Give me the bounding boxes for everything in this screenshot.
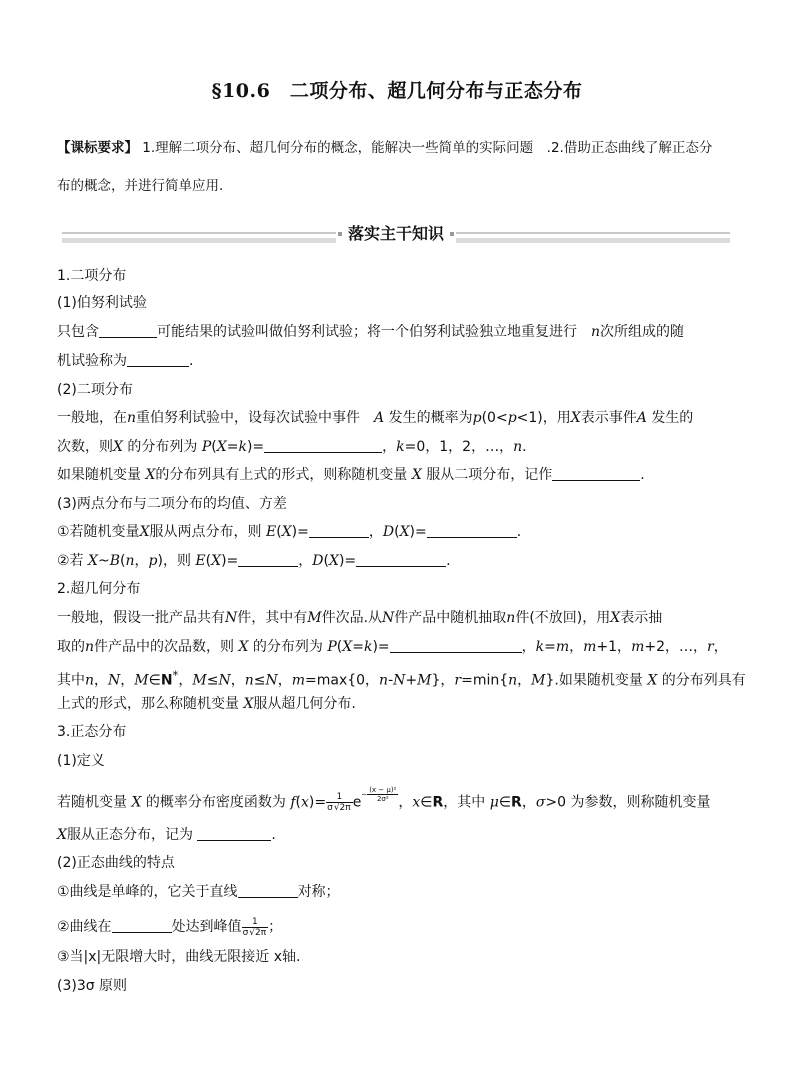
blank [427, 522, 517, 538]
two-point-line: ①若随机变量X服从两点分布，则 E(X)= ，D(X)= . [57, 524, 522, 540]
blank [309, 522, 369, 538]
binomial-line-3: 如果随机变量 X的分布列具有上式的形式，则称随机变量 X 服从二项分布，记作 . [57, 467, 645, 483]
blank [552, 465, 640, 481]
section-banner [62, 222, 730, 246]
binomial-line-2: 次数，则X 的分布列为 P(X=k)= ，k=0，1，2，…，n. [57, 439, 527, 455]
density-coefficient: $\frac{1}{\sigma√2\pi}$ [327, 792, 351, 813]
binomial-line-1: 一般地，在n重伯努利试验中，设每次试验中事件 A 发生的概率为p(0<p<1)，用X表示事件A 发生的 [57, 410, 694, 426]
requirements-line-1 [57, 138, 747, 158]
hyper-line-2: 取的n件产品中的次品数，则 X 的分布列为 P(X=k)= ，k=m，m+1，m+2，…，r， [57, 639, 728, 655]
blank [238, 882, 298, 898]
section-heading-hypergeometric: 2.超几何分布 [57, 581, 141, 597]
page-title: §10.6 二项分布、超几何分布与正态分布 [211, 80, 583, 102]
bernoulli-line-1: 只包含 可能结果的试验叫做伯努利试验；将一个伯努利试验独立地重复进行 n次所组成的随 [57, 324, 685, 340]
bernoulli-line-2: 机试验称为 . [57, 353, 194, 369]
blank [127, 351, 189, 367]
hyper-line-1: 一般地，假设一批产品共有N件，其中有M件次品.从N件产品中随机抽取n件(不放回)，用X表示抽 [57, 610, 663, 626]
requirements-text-1: 1.理解二项分布、超几何分布的概念，能解决一些简单的实际问题 .2.借助正态曲线了解正态分 [138, 140, 713, 156]
normal-definition-line-1: 若随机变量 X 的概率分布密度函数为 f(x)= $\frac{1}{\sigma√2\pi}$ e− $\frac{\text{(x − μ)²}}{\text{2σ²}}$ ，x∈R，其中 μ∈R，σ>0 为参数，则称随机变量 [57, 786, 711, 813]
peak-value: $\frac{1}{\sigma√2\pi}$ [242, 916, 267, 938]
normal-definition-line-2: X服从正态分布，记为 . [57, 827, 276, 843]
section-heading-binomial: 1.二项分布 [57, 268, 127, 284]
blank [197, 825, 271, 841]
blank [99, 322, 157, 338]
section-heading-normal: 3.正态分布 [57, 724, 127, 740]
blank [356, 551, 446, 567]
subheading-mean-variance: (3)两点分布与二项分布的均值、方差 [57, 496, 287, 512]
subheading-curve-features: (2)正态曲线的特点 [57, 855, 175, 871]
hyper-line-4: 上式的形式，那么称随机变量 X服从超几何分布. [57, 696, 356, 712]
subheading-definition: (1)定义 [57, 753, 105, 769]
section-banner-title: 落实主干知识 [336, 221, 456, 244]
requirements-line-2: 布的概念，并进行简单应用. [57, 178, 224, 194]
blank [238, 551, 298, 567]
hyper-line-3: 其中n，N，M∈N*，M≤N，n≤N，m=max{0，n-N+M}，r=min{n，M}.如果随机变量 X 的分布列具有 [57, 668, 746, 689]
curve-feature-2: ②曲线在 处达到峰值 $\frac{1}{\sigma√2\pi}$ ； [57, 916, 283, 938]
blank [264, 437, 382, 453]
subheading-bernoulli: (1)伯努利试验 [57, 295, 147, 311]
blank [390, 637, 522, 653]
binomial-mean-line: ②若 X~B(n，p)，则 E(X)= ，D(X)= . [57, 553, 451, 569]
blank [112, 917, 172, 933]
subheading-3-sigma: (3)3σ 原则 [57, 978, 128, 994]
curve-feature-3: ③当|x|无限增大时，曲线无限接近 x轴. [57, 949, 301, 965]
density-exponent: − $\frac{\text{(x − μ)²}}{\text{2σ²}}$ [361, 786, 397, 803]
curve-feature-1: ①曲线是单峰的，它关于直线 对称； [57, 884, 340, 900]
requirements-tag: 【课标要求】 [57, 140, 138, 156]
subheading-binomial: (2)二项分布 [57, 382, 133, 398]
